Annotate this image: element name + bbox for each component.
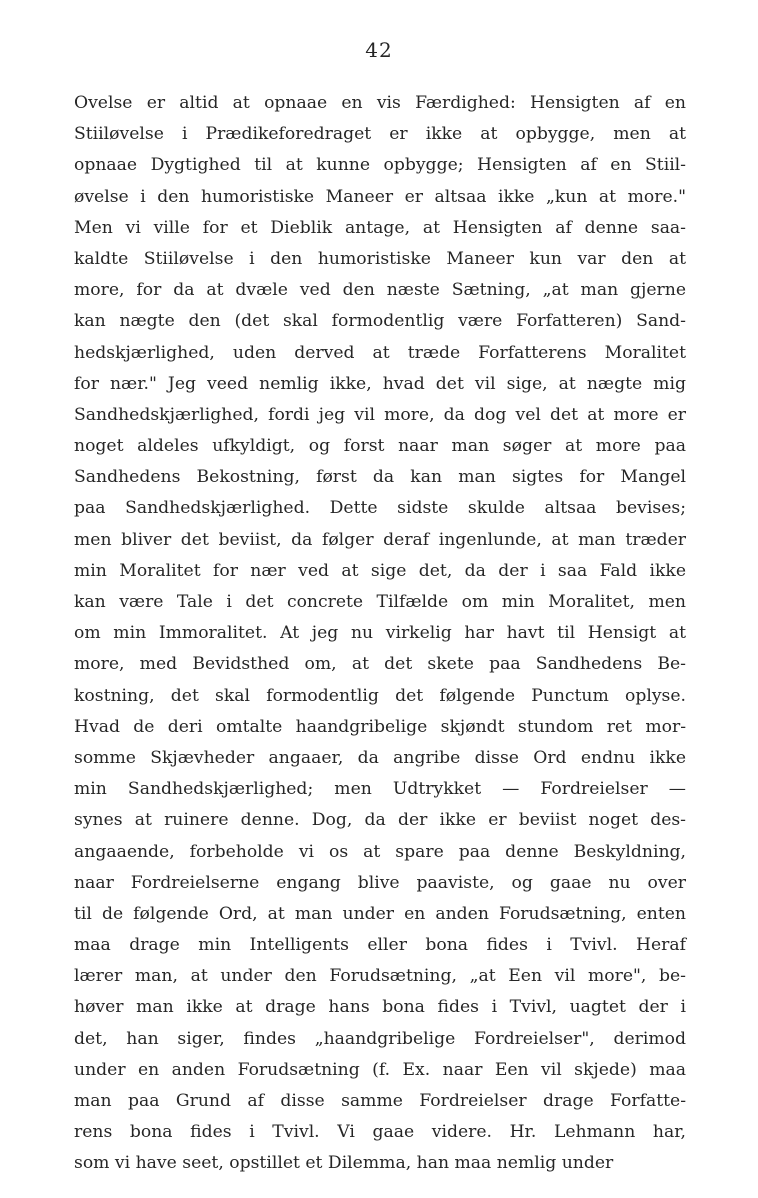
text-line: under en anden Forudsætning (f. Ex. naar Een vil skjede) maa [74, 1059, 686, 1080]
text-line: det, han siger, findes „haandgribelige Fordreielser", derimod [74, 1028, 686, 1049]
text-line: som vi have seet, opstillet et Dilemma, han maa nemlig under [74, 1153, 614, 1174]
text-line: naar Fordreielserne engang blive paaviste, og gaae nu over [74, 872, 686, 893]
text-line: maa drage min Intelligents eller bona fides i Tvivl. Heraf [74, 935, 686, 956]
text-line: for nær." Jeg veed nemlig ikke, hvad det vil sige, at nægte mig [74, 373, 686, 394]
text-line: angaaende, forbeholde vi os at spare paa denne Beskyldning, [74, 841, 686, 862]
text-line: Sandhedskjærlighed, fordi jeg vil more, da dog vel det at more er [74, 404, 686, 425]
text-line: synes at ruinere denne. Dog, da der ikke er beviist noget des- [74, 810, 686, 831]
text-line: kaldte Stiiløvelse i den humoristiske Maneer kun var den at [74, 248, 686, 269]
text-line: opnaae Dygtighed til at kunne opbygge; Hensigten af en Stiil- [74, 155, 686, 176]
text-line: kan nægte den (det skal formodentlig være Forfatteren) Sand- [74, 311, 686, 332]
text-line: man paa Grund af disse samme Fordreielser drage Forfatte- [74, 1091, 686, 1111]
text-line: min Sandhedskjærlighed; men Udtrykket — Fordreielser — [74, 779, 686, 800]
text-line: more, for da at dvæle ved den næste Sætning, „at man gjerne [74, 280, 686, 301]
text-line: noget aldeles ufkyldigt, og forst naar man søger at more paa [74, 436, 686, 457]
text-line: paa Sandhedskjærlighed. Dette sidste skulde altsaa bevises; [74, 498, 686, 519]
body-text [74, 88, 686, 1180]
text-line: høver man ikke at drage hans bona fides i Tvivl, uagtet der i [74, 997, 686, 1018]
text-line: Ovelse er altid at opnaae en vis Færdighed: Hensigten af en [74, 93, 686, 113]
text-line: øvelse i den humoristiske Maneer er altsaa ikke „kun at more." [74, 186, 686, 207]
text-line: Stiiløvelse i Prædikeforedraget er ikke at opbygge, men at [74, 124, 686, 145]
page-number: 42 [365, 38, 393, 62]
text-line: til de følgende Ord, at man under en anden Forudsætning, enten [74, 903, 686, 924]
text-line: Hvad de deri omtalte haandgribelige skjøndt stundom ret mor- [74, 716, 686, 737]
text-line: kan være Tale i det concrete Tilfælde om min Moralitet, men [74, 592, 686, 612]
text-line: min Moralitet for nær ved at sige det, da der i saa Fald ikke [74, 560, 686, 581]
text-line: more, med Bevidsthed om, at det skete paa Sandhedens Be- [74, 654, 686, 675]
text-line: lærer man, at under den Forudsætning, „at Een vil more", be- [74, 966, 686, 987]
text-line: hedskjærlighed, uden derved at træde Forfatterens Moralitet [74, 342, 686, 363]
text-line: Men vi ville for et Dieblik antage, at Hensigten af denne saa- [74, 217, 686, 238]
text-line: somme Skjævheder angaaer, da angribe disse Ord endnu ikke [74, 747, 686, 768]
text-line: om min Immoralitet. At jeg nu virkelig har havt til Hensigt at [74, 623, 686, 644]
text-line: rens bona fides i Tvivl. Vi gaae videre. Hr. Lehmann har, [74, 1122, 686, 1143]
text-line: Sandhedens Bekostning, først da kan man sigtes for Mangel [74, 467, 686, 488]
text-line: men bliver det beviist, da følger deraf ingenlunde, at man træder [74, 529, 686, 550]
text-line: kostning, det skal formodentlig det følgende Punctum oplyse. [74, 685, 686, 706]
